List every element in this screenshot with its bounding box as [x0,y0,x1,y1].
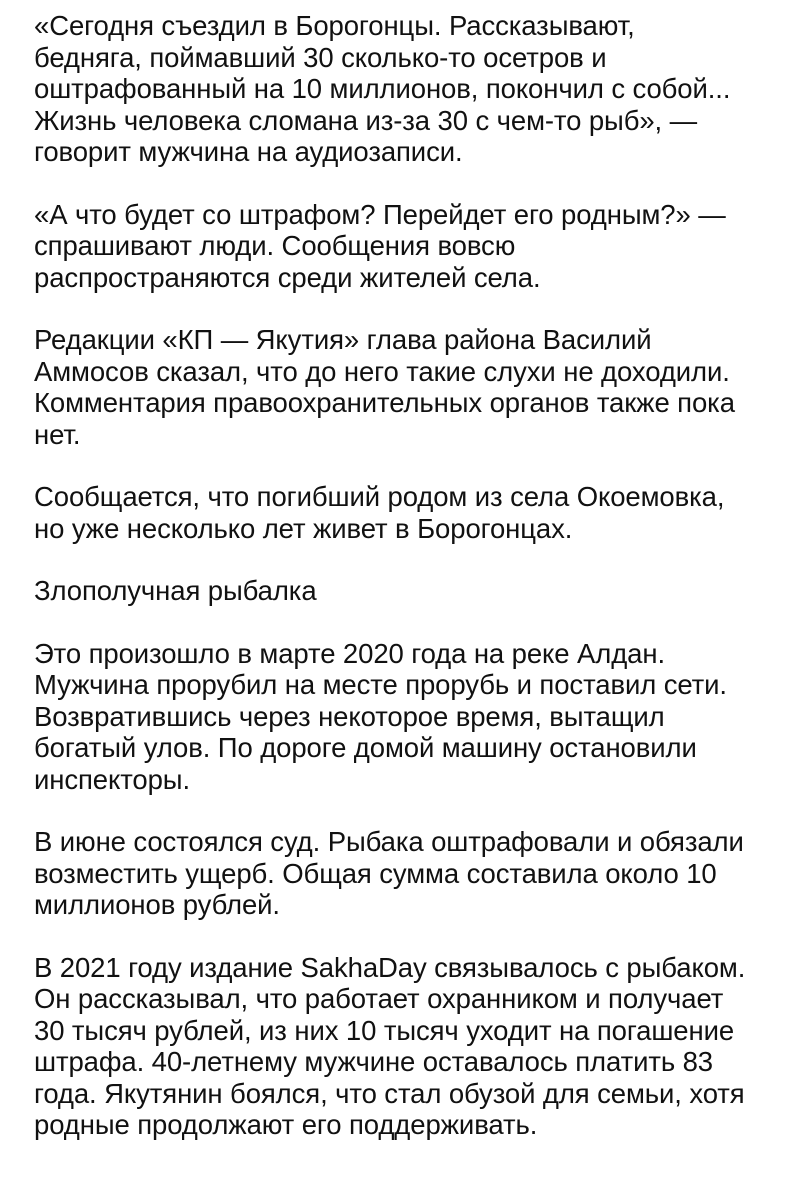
paragraph-editorial-comment: Редакции «КП — Якутия» глава района Василий Аммосов сказал, что до него такие слухи не доходили. Комментария правоохранительных органов также пока нет. [34,324,735,450]
paragraph-incident: Это произошло в марте 2020 года на реке Алдан. Мужчина прорубил на месте прорубь и поставил сети. Возвратившись через некоторое время, вытащил богатый улов. По дороге домой машину остановили инспекторы. [34,637,727,795]
paragraph-origin: Сообщается, что погибший родом из села Окоемовка, но уже несколько лет живет в Борогонцах. [34,481,725,544]
section-heading: Злополучная рыбалка [34,575,317,606]
paragraph-audio-quote: «Сегодня съездил в Борогонцы. Рассказывают, бедняга, поймавший 30 сколько-то осетров и оштрафованный на 10 миллионов, покончил с собой... Жизнь человека сломана из-за 30 с чем-то рыб», — говорит мужчина на аудиозаписи. [34,10,731,167]
paragraph-fine-question: «А что будет со штрафом? Перейдет его родным?» — спрашивают люди. Сообщения вовсю распространяются среди жителей села. [34,198,726,293]
article-body [34,10,774,1172]
paragraph-court: В июне состоялся суд. Рыбака оштрафовали и обязали возместить ущерб. Общая сумма составила около 10 миллионов рублей. [34,826,744,920]
paragraph-interview: В 2021 году издание SakhaDay связывалось с рыбаком. Он рассказывал, что работает охранником и получает 30 тысяч рублей, из них 10 тысяч уходит на погашение штрафа. 40-летнему мужчине оставалось платить 83 года. Якутянин боялся, что стал обузой для семьи, хотя родные продолжают его поддерживать. [34,951,746,1140]
